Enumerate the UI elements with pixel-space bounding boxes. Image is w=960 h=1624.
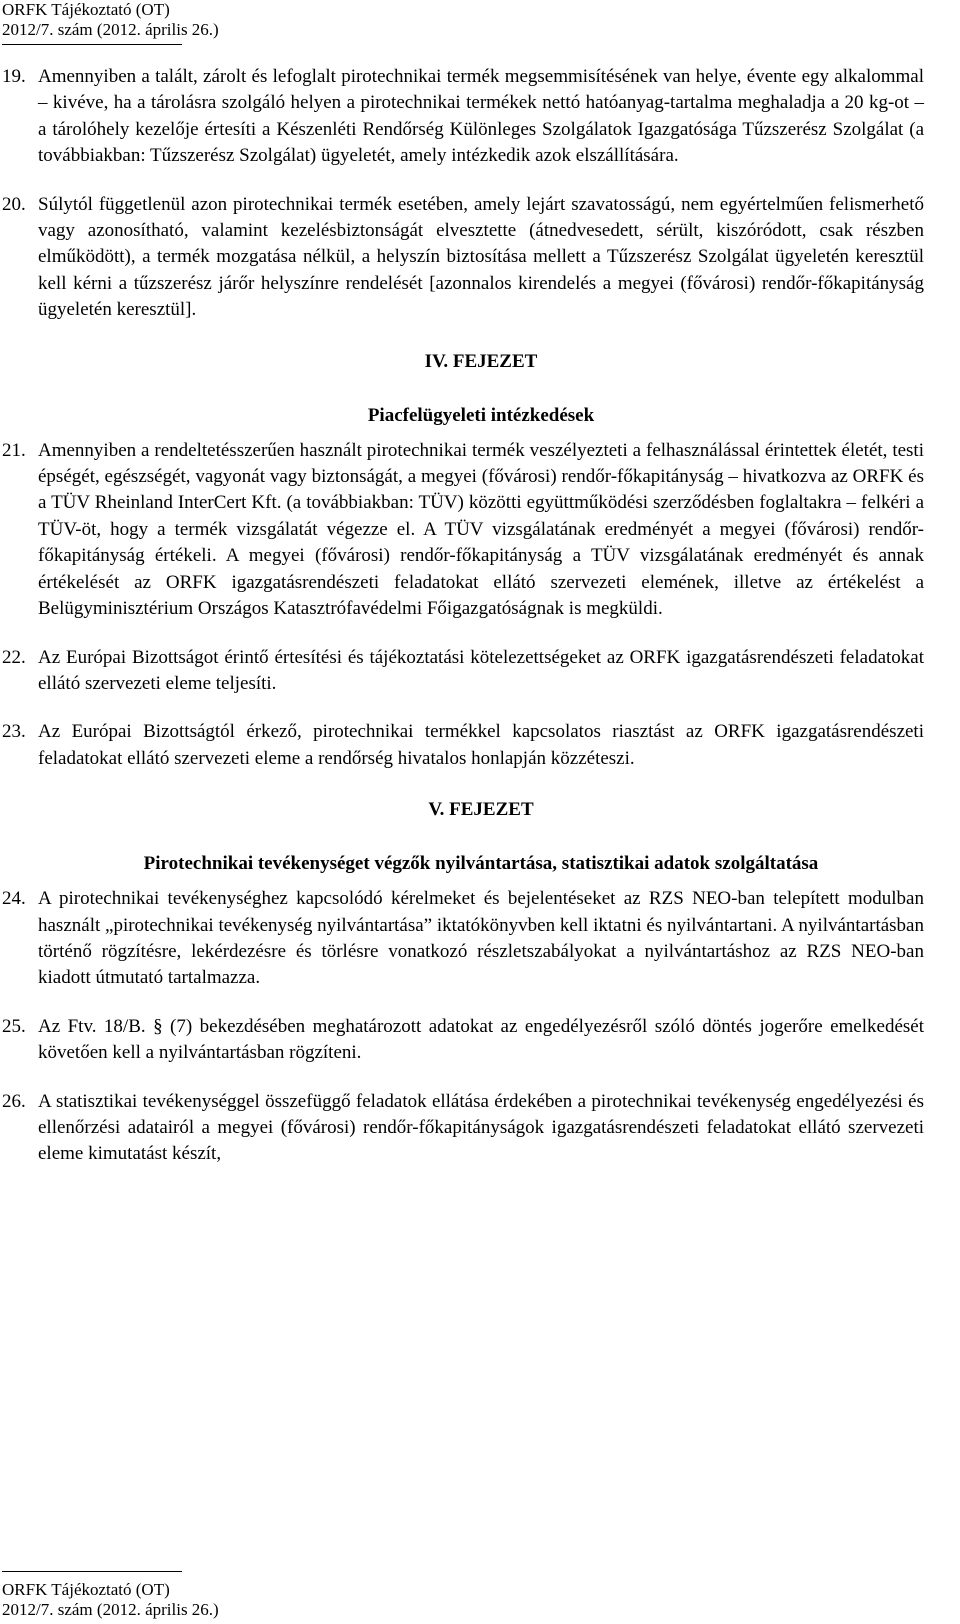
paragraph-number: 20. bbox=[2, 193, 26, 215]
page-footer bbox=[2, 1580, 219, 1620]
page-header bbox=[2, 0, 219, 40]
paragraph-text: A pirotechnikai tevékenységhez kapcsolódó kérelmeket és bejelentéseket az RZS NEO-ban telepített modulban használt „pirotechnikai tevékenység nyilvántartása” iktatókönyvben kell iktatni és nyilvántartani. A nyilvántartásban történő rögzítésre, lekérdezésre és törlésre vonatkozó részletszabályokat a nyilvántartáshoz az RZS NEO-ban kiadott útmutató tartalmazza. bbox=[38, 888, 924, 989]
paragraph-text: Az Európai Bizottságtól érkező, pirotechnikai termékkel kapcsolatos riasztást az ORFK igazgatásrendészeti feladatokat ellátó szervezeti eleme a rendőrség hivatalos honlapján közzéteszi. bbox=[38, 721, 924, 769]
paragraph-24 bbox=[2, 886, 924, 992]
paragraph-text: A statisztikai tevékenységgel összefüggő feladatok ellátása érdekében a pirotechnikai tevékenység engedélyezési és ellenőrzési adatairól a megyei (fővárosi) rendőr-főkapitányságok igazgatásrendészeti feladatokat ellátó szervezeti eleme kimutatást készít, bbox=[38, 1090, 924, 1165]
paragraph-number: 26. bbox=[2, 1090, 26, 1112]
paragraph-text: Amennyiben a talált, zárolt és lefoglalt pirotechnikai termék megsemmisítésének van helye, évente egy alkalommal – kivéve, ha a tárolásra szolgáló helyen a pirotechnikai termékek nettó hatóanyag-tartalma meghaladja a 20 kg-ot – a tárolóhely kezelője értesíti a Készenléti Rendőrség Különleges Szolgálatok Igazgatósága Tűzszerész Szolgálat (a továbbiakban: Tűzszerész Szolgálat) ügyeletét, amely intézkedik azok elszállítására. bbox=[38, 66, 924, 167]
chapter-heading-iv: IV. FEJEZET bbox=[424, 350, 538, 372]
paragraph-number: 21. bbox=[2, 439, 26, 461]
paragraph-text: Az Ftv. 18/B. § (7) bekezdésében meghatározott adatokat az engedélyezésről szóló döntés jogerőre emelkedését követően kell a nyilvántartásban rögzíteni. bbox=[38, 1015, 924, 1064]
paragraph-26 bbox=[2, 1089, 924, 1168]
paragraph-19 bbox=[2, 64, 924, 170]
paragraph-23 bbox=[2, 719, 924, 772]
chapter-title-v: Pirotechnikai tevékenységet végzők nyilvántartása, statisztikai adatok szolgáltatása bbox=[143, 853, 819, 875]
header-divider bbox=[2, 44, 182, 45]
paragraph-number: 22. bbox=[2, 646, 26, 668]
paragraph-number: 24. bbox=[2, 888, 26, 910]
paragraph-number: 23. bbox=[2, 721, 26, 743]
paragraph-20 bbox=[2, 192, 924, 324]
paragraph-text: Súlytól függetlenül azon pirotechnikai termék esetében, amely lejárt szavatosságú, nem egyértelműen felismerhető vagy azonosítható, valamint kezelésbiztonságát elvesztette (átnedvesedett, sérült, kiszóródott, csak részben elműködött), a termék mozgatása nélkül, a helyszín biztosítása mellett a Tűzszerész Szolgálat ügyeletén keresztül kell kérni a tűzszerész járőr helyszínre rendelését [azonnalos kirendelés a megyei (fővárosi) rendőr-főkapitányság ügyeletén keresztül]. bbox=[38, 193, 924, 321]
document-body bbox=[2, 64, 924, 1190]
header-issue: 2012/7. szám (2012. április 26.) bbox=[2, 20, 219, 39]
paragraph-number: 25. bbox=[2, 1015, 26, 1037]
paragraph-text: Amennyiben a rendeltetésszerűen használt pirotechnikai termék veszélyezteti a felhasználással érintettek életét, testi épségét, egészségét, vagyonát vagy biztonságát, a megyei (fővárosi) rendőr-főkapitányság – hivatkozva az ORFK és a TÜV Rheinland InterCert Kft. (a továbbiakban: TÜV) közötti együttműködési szerződésben foglaltakra – felkéri a TÜV-öt, hogy a termék vizsgálatát végezze el. A TÜV vizsgálatának eredményét a megyei (fővárosi) rendőr-főkapitányság értékeli. A megyei (fővárosi) rendőr-főkapitányság a TÜV vizsgálatának eredményét és annak értékelését az ORFK igazgatásrendészeti feladatokat ellátó szervezeti elemének, illetve az értékelést a Belügyminisztérium Országos Katasztrófavédelmi Főigazgatóságnak is megküldi. bbox=[38, 439, 924, 620]
paragraph-25 bbox=[2, 1014, 924, 1067]
footer-publication: ORFK Tájékoztató (OT) bbox=[2, 1580, 170, 1599]
paragraph-number: 19. bbox=[2, 66, 26, 87]
paragraph-21 bbox=[2, 438, 924, 623]
chapter-title-iv: Piacfelügyeleti intézkedések bbox=[367, 404, 595, 426]
chapter-heading-v: V. FEJEZET bbox=[428, 799, 534, 821]
footer-issue: 2012/7. szám (2012. április 26.) bbox=[2, 1600, 219, 1619]
paragraph-text: Az Európai Bizottságot érintő értesítési és tájékoztatási kötelezettségeket az ORFK igazgatásrendészeti feladatokat ellátó szervezeti eleme teljesíti. bbox=[38, 646, 924, 694]
paragraph-22 bbox=[2, 645, 924, 698]
header-publication: ORFK Tájékoztató (OT) bbox=[2, 0, 170, 19]
footer-divider bbox=[2, 1571, 182, 1572]
